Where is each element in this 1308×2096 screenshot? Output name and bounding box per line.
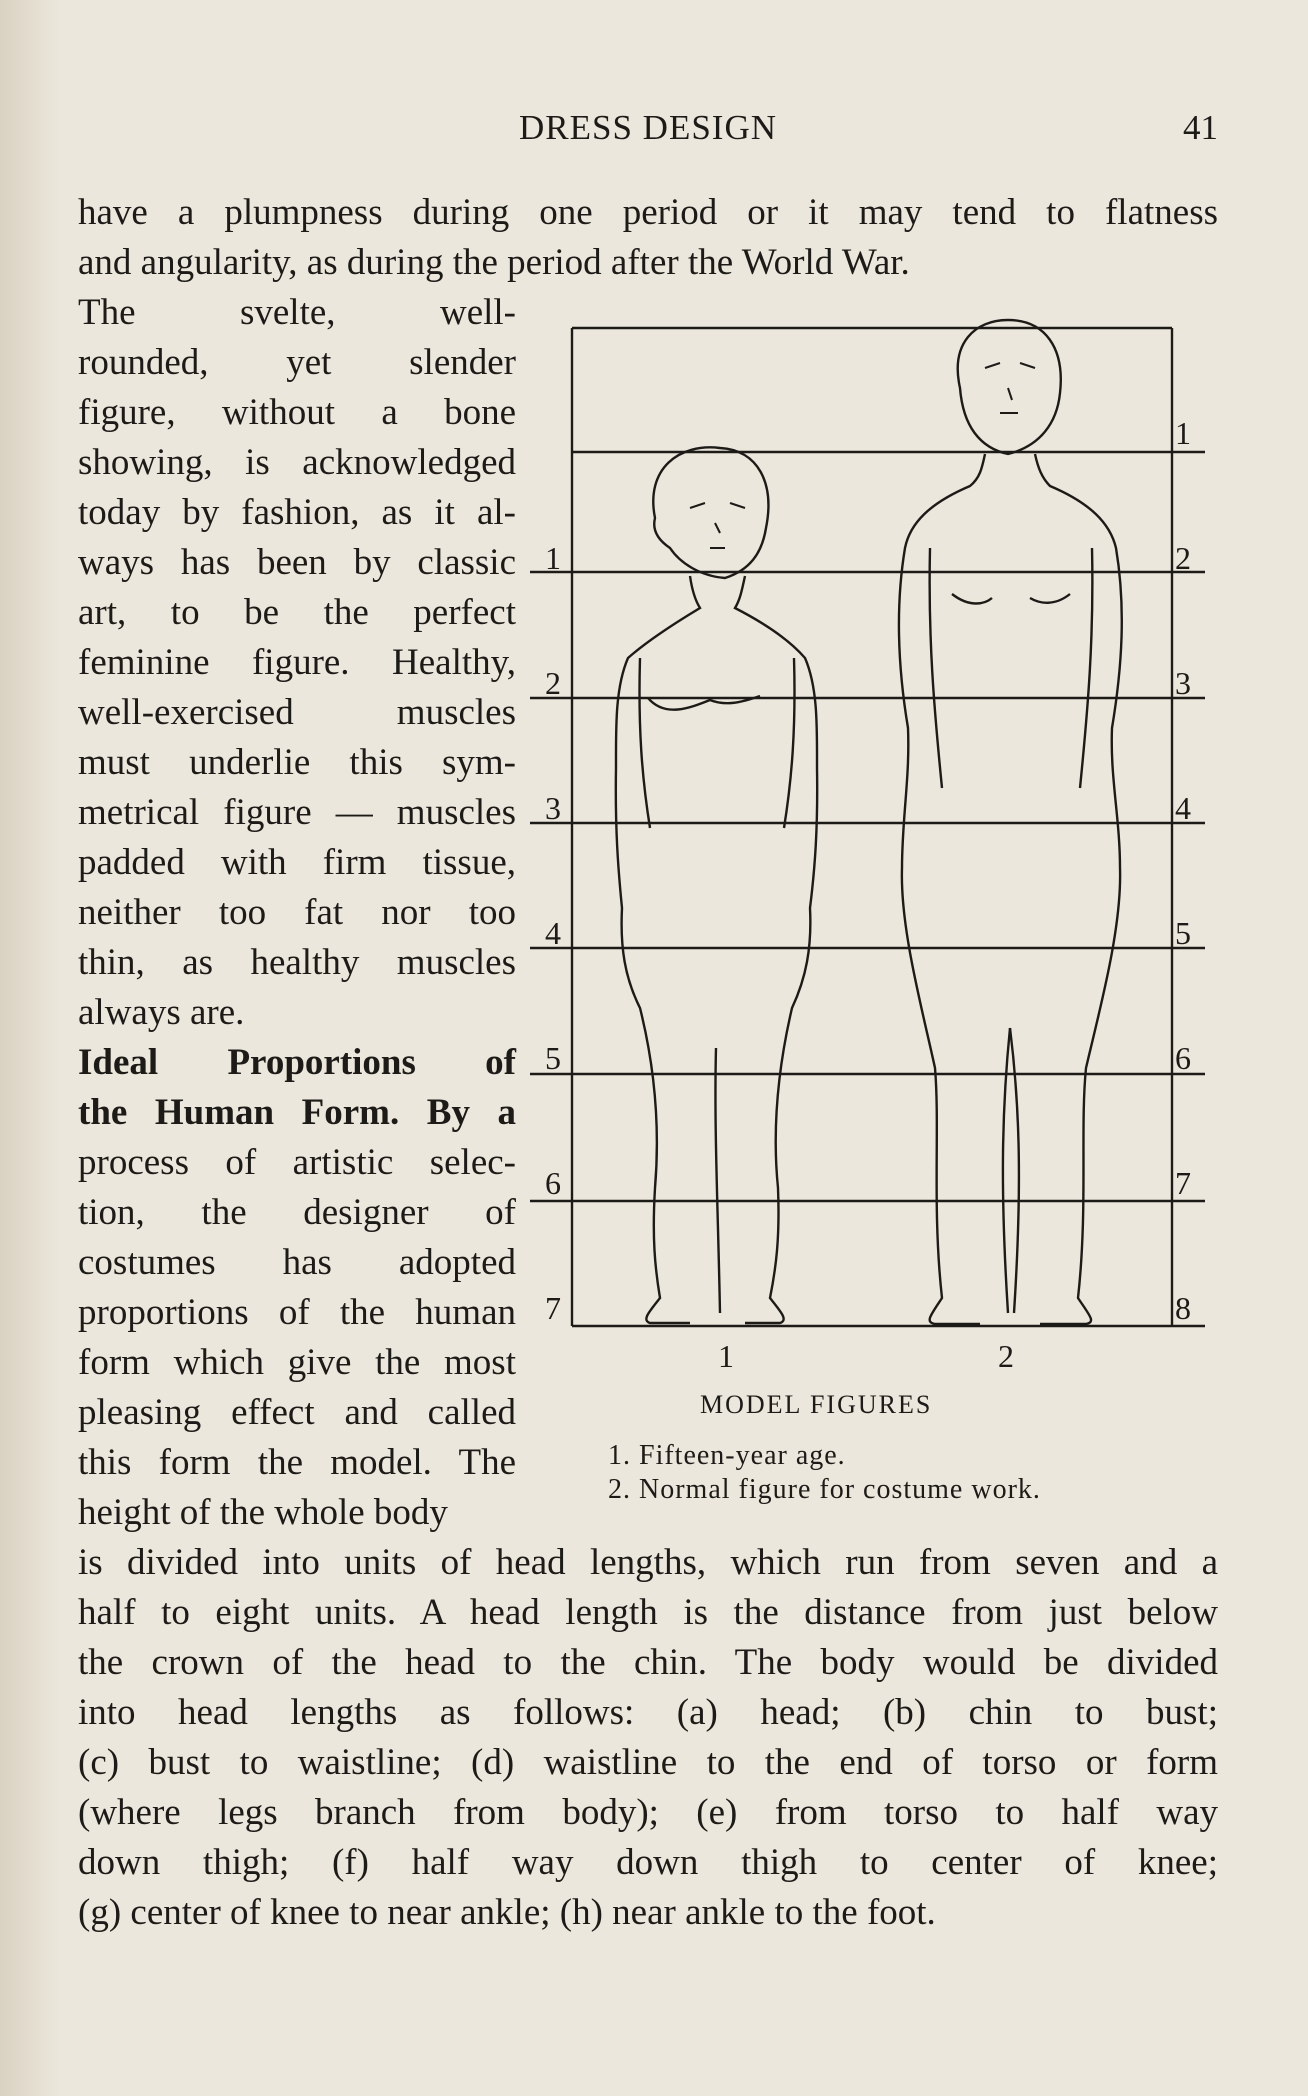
model-figures-diagram — [530, 308, 1230, 1358]
column-line: costumes has adopted — [78, 1242, 516, 1283]
intro-line: and angularity, as during the period after the World War. — [78, 242, 910, 283]
column-line: must underlie this sym- — [78, 742, 516, 783]
column-line: art, to be the perfect — [78, 592, 516, 633]
column-line: padded with firm tissue, — [78, 842, 516, 883]
column-line: The svelte, well- — [78, 292, 516, 333]
face-details — [690, 363, 1035, 548]
left-scale-number: 7 — [545, 1290, 561, 1326]
bottom-line: into head lengths as follows: (a) head; (b) chin to bust; — [78, 1692, 1218, 1733]
column-line: this form the model. The — [78, 1442, 516, 1483]
column-line: thin, as healthy muscles — [78, 942, 516, 983]
left-scale-number: 1 — [545, 540, 561, 576]
right-scale-number: 1 — [1175, 415, 1191, 451]
right-scale-number: 8 — [1175, 1290, 1191, 1326]
column-line: tion, the designer of — [78, 1192, 516, 1233]
column-line: proportions of the human — [78, 1292, 516, 1333]
column-line: process of artistic selec- — [78, 1142, 516, 1183]
column-line: rounded, yet slender — [78, 342, 516, 383]
figure-caption: MODEL FIGURES — [700, 1390, 933, 1419]
page-number: 41 — [1183, 108, 1218, 147]
right-scale-number: 3 — [1175, 665, 1191, 701]
bottom-line: is divided into units of head lengths, which run from seven and a — [78, 1542, 1218, 1583]
column-line: showing, is acknowledged — [78, 442, 516, 483]
column-line: feminine figure. Healthy, — [78, 642, 516, 683]
figure-label: 1 — [718, 1338, 734, 1374]
figure-note-2: 2. Normal figure for costume work. — [608, 1474, 1041, 1505]
column-line: height of the whole body — [78, 1492, 448, 1533]
column-line: neither too fat nor too — [78, 892, 516, 933]
column-line: well-exercised muscles — [78, 692, 516, 733]
bottom-line: (where legs branch from body); (e) from torso to half way — [78, 1792, 1218, 1833]
column-line: figure, without a bone — [78, 392, 516, 433]
left-scale-number: 3 — [545, 790, 561, 826]
right-scale-number: 4 — [1175, 790, 1191, 826]
column-line: today by fashion, as it al- — [78, 492, 516, 533]
left-scale-number: 6 — [545, 1165, 561, 1201]
bottom-line: down thigh; (f) half way down thigh to center of knee; — [78, 1842, 1218, 1883]
running-head — [78, 108, 1218, 152]
bottom-line: half to eight units. A head length is the distance from just below — [78, 1592, 1218, 1633]
figure-1-outline — [616, 447, 817, 1323]
column-line: form which give the most — [78, 1342, 516, 1383]
right-scale-number: 5 — [1175, 915, 1191, 951]
left-scale-number: 5 — [545, 1040, 561, 1076]
column-line: Ideal Proportions of — [78, 1042, 516, 1083]
left-scale-number: 2 — [545, 665, 561, 701]
right-scale-number: 2 — [1175, 540, 1191, 576]
bottom-line: (c) bust to waistline; (d) waistline to the end of torso or form — [78, 1742, 1218, 1783]
page-gutter-shadow — [0, 0, 60, 2096]
column-line: pleasing effect and called — [78, 1392, 516, 1433]
bottom-line: the crown of the head to the chin. The body would be divided — [78, 1642, 1218, 1683]
figure-label: 2 — [998, 1338, 1014, 1374]
bottom-line: (g) center of knee to near ankle; (h) near ankle to the foot. — [78, 1892, 936, 1933]
column-line: always are. — [78, 992, 245, 1033]
column-line: ways has been by classic — [78, 542, 516, 583]
left-scale-number: 4 — [545, 915, 561, 951]
running-head-title: DRESS DESIGN — [518, 108, 777, 147]
right-scale-number: 6 — [1175, 1040, 1191, 1076]
figure-note-1: 1. Fifteen-year age. — [608, 1440, 846, 1471]
intro-line: have a plumpness during one period or it may tend to flatness — [78, 192, 1218, 233]
column-line: the Human Form. By a — [78, 1092, 516, 1133]
column-line: metrical figure — muscles — [78, 792, 516, 833]
right-scale-number: 7 — [1175, 1165, 1191, 1201]
